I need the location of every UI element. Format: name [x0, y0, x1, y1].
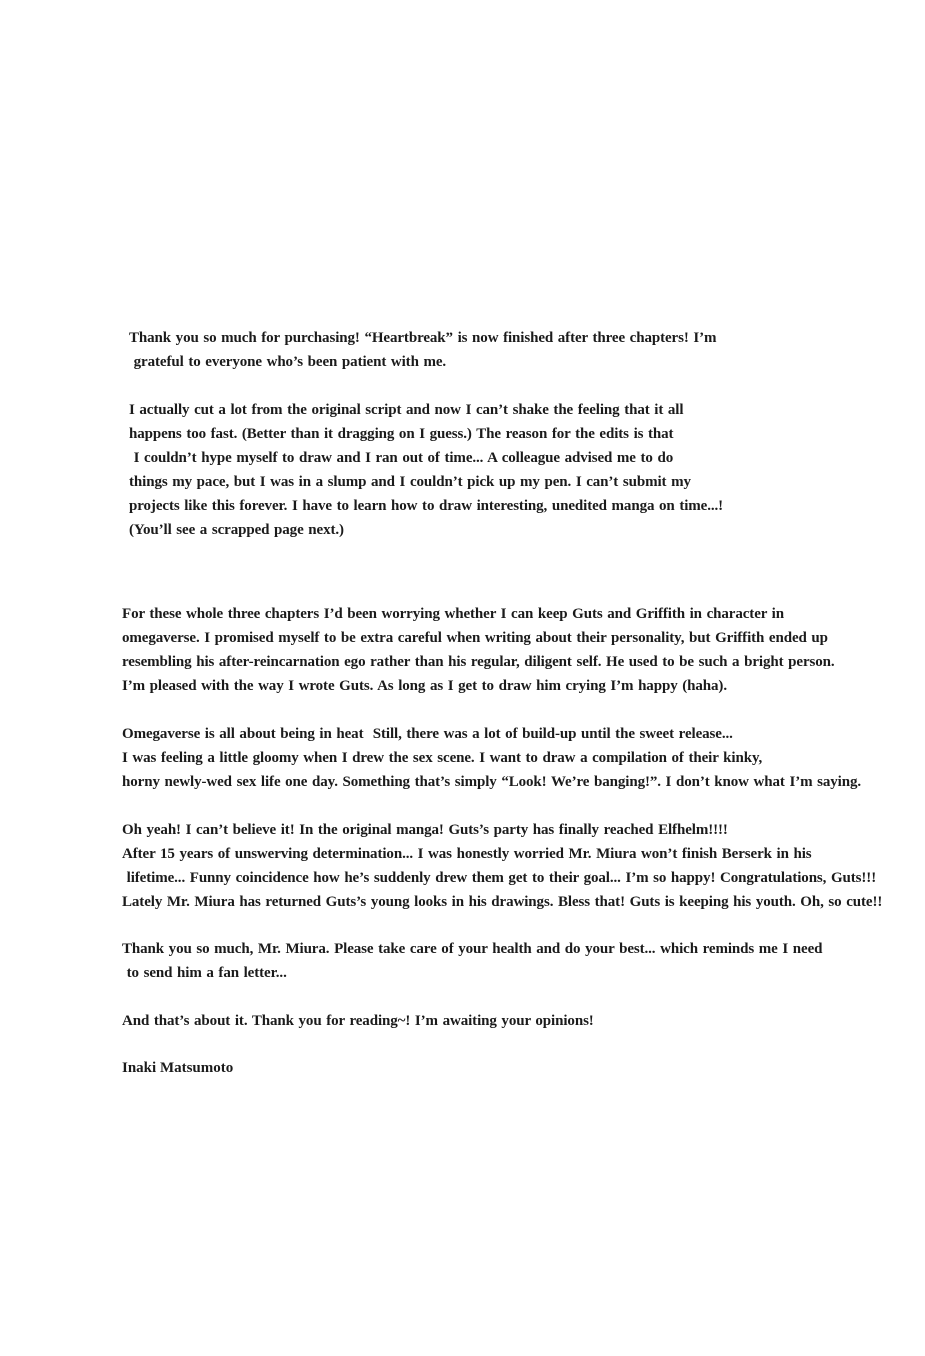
text-line: After 15 years of unswerving determination... I was honestly worried Mr. Miura won’t finish Berserk in his: [122, 846, 812, 862]
text-line: I actually cut a lot from the original script and now I can’t shake the feeling that it all: [129, 402, 684, 418]
paragraph-thanks-miura: [122, 937, 822, 985]
text-line: I couldn’t hype myself to draw and I ran out of time... A colleague advised me to do: [129, 450, 674, 466]
text-line: lifetime... Funny coincidence how he’s suddenly drew them get to their goal... I’m so happy! Congratulations, Guts!!!: [122, 870, 877, 886]
text-line: horny newly-wed sex life one day. Something that’s simply “Look! We’re banging!”. I don’t know what I’m saying.: [122, 774, 862, 790]
text-line: things my pace, but I was in a slump and I couldn’t pick up my pen. I can’t submit my: [129, 474, 691, 490]
text-line: omegaverse. I promised myself to be extra careful when writing about their personality, but Griffith ended up: [122, 630, 828, 646]
text-line: I’m pleased with the way I wrote Guts. As long as I get to draw him crying I’m happy (haha).: [122, 678, 727, 694]
paragraph-omegaverse: [122, 722, 861, 794]
text-line: Thank you so much for purchasing! “Heartbreak” is now finished after three chapters! I’m: [129, 330, 717, 346]
text-line: Omegaverse is all about being in heat Still, there was a lot of build-up until the sweet release...: [122, 726, 733, 742]
text-line: Thank you so much, Mr. Miura. Please take care of your health and do your best... which reminds me I need: [122, 941, 823, 957]
text-line: I was feeling a little gloomy when I drew the sex scene. I want to draw a compilation of their kinky,: [122, 750, 763, 766]
paragraph-cut-script: [129, 398, 723, 542]
paragraph-characters: [122, 602, 835, 698]
text-line: happens too fast. (Better than it dragging on I guess.) The reason for the edits is that: [129, 426, 674, 442]
text-line: resembling his after-reincarnation ego rather than his regular, diligent self. He used to be such a bright person.: [122, 654, 835, 670]
paragraph-original-manga: [122, 818, 882, 914]
text-line: (You’ll see a scrapped page next.): [129, 522, 344, 538]
text-line: to send him a fan letter...: [122, 965, 287, 981]
text-line: And that’s about it. Thank you for reading~! I’m awaiting your opinions!: [122, 1013, 594, 1029]
paragraph-closing: [122, 1009, 594, 1033]
text-line: grateful to everyone who’s been patient with me.: [129, 354, 447, 370]
signature: Inaki Matsumoto: [122, 1060, 234, 1076]
text-line: For these whole three chapters I’d been worrying whether I can keep Guts and Griffith in character in: [122, 606, 784, 622]
paragraph-thanks-purchasing: [129, 326, 716, 374]
text-line: projects like this forever. I have to learn how to draw interesting, unedited manga on time...!: [129, 498, 724, 514]
text-line: Oh yeah! I can’t believe it! In the original manga! Guts’s party has finally reached Elfhelm!!!!: [122, 822, 728, 838]
text-line: Lately Mr. Miura has returned Guts’s young looks in his drawings. Bless that! Guts is keeping his youth. Oh, so cute!!: [122, 894, 883, 910]
